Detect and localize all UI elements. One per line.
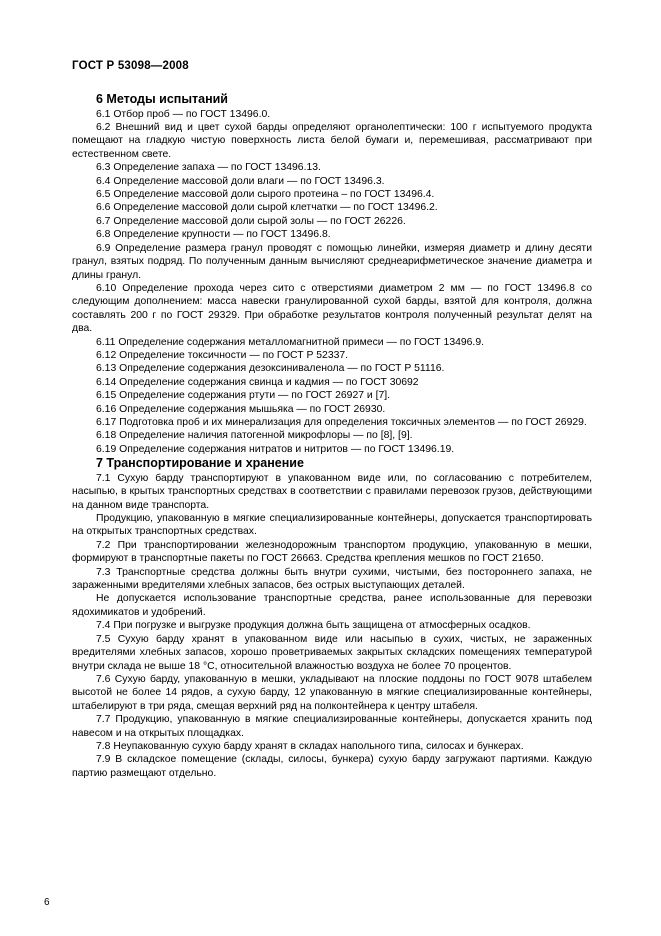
paragraph: 6.14 Определение содержания свинца и кадмия — по ГОСТ 30692 bbox=[96, 376, 419, 388]
paragraph: 6.12 Определение токсичности — по ГОСТ Р 52337. bbox=[96, 349, 349, 361]
paragraph: 6.11 Определение содержания металломагнитной примеси — по ГОСТ 13496.9. bbox=[96, 336, 484, 348]
section-heading-7: 7 Транспортирование и хранение bbox=[96, 456, 304, 471]
paragraph: 6.7 Определение массовой доли сырой золы — по ГОСТ 26226. bbox=[96, 215, 406, 227]
paragraph: Не допускается использование транспортные средства, ранее использованные для перевозки ядохимикатов и удобрений. bbox=[72, 593, 592, 618]
paragraph: 6.13 Определение содержания дезоксиниваленола — по ГОСТ Р 51116. bbox=[96, 363, 445, 375]
paragraph: 7.7 Продукцию, упакованную в мягкие специализированные контейнеры, допускается хранить под навесом и на открытых площадках. bbox=[72, 714, 592, 739]
paragraph: Продукцию, упакованную в мягкие специализированные контейнеры, допускается транспортировать на открытых транспортных средствах. bbox=[72, 513, 592, 538]
page-content bbox=[72, 92, 592, 780]
paragraph: 6.16 Определение содержания мышьяка — по ГОСТ 26930. bbox=[96, 403, 386, 415]
paragraph: 6.6 Определение массовой доли сырой клетчатки — по ГОСТ 13496.2. bbox=[96, 202, 438, 214]
page-number: 6 bbox=[44, 897, 50, 908]
paragraph: 7.9 В складское помещение (склады, силосы, бункера) сухую барду загружают партиями. Каждую партию размещают отдельно. bbox=[72, 754, 592, 779]
paragraph: 6.8 Определение крупности — по ГОСТ 13496.8. bbox=[96, 229, 331, 241]
page-header: ГОСТ Р 53098—2008 bbox=[72, 60, 189, 72]
paragraph: 6.2 Внешний вид и цвет сухой барды определяют органолептически: 100 г испытуемого продукта помещают на гладкую чистую поверхность листа белой бумаги и, перемешивая, рассматривают при естественном свете. bbox=[72, 122, 592, 160]
paragraph: 7.3 Транспортные средства должны быть внутри сухими, чистыми, без постороннего запаха, не зараженными вредителями хлебных запасов, без острых выступающих деталей. bbox=[72, 566, 592, 592]
paragraph: 7.6 Сухую барду, упакованную в мешки, укладывают на плоские поддоны по ГОСТ 9078 штабелем высотой не более 14 рядов, а сухую барду, 12 упакованную в мягкие специализированные контейнеры, штабелируют в три ряда, смещая верхний ряд на полконтейнера к центру штабеля. bbox=[72, 673, 592, 712]
paragraph: 6.17 Подготовка проб и их минерализация для определения токсичных элементов — по ГОСТ 26929. bbox=[96, 416, 587, 428]
paragraph: 6.19 Определение содержания нитратов и нитритов — по ГОСТ 13496.19. bbox=[96, 443, 455, 455]
paragraph: 6.5 Определение массовой доли сырого протеина – по ГОСТ 13496.4. bbox=[96, 189, 435, 201]
paragraph: 7.5 Сухую барду хранят в упакованном виде или насыпью в сухих, чистых, не зараженных вредителями хлебных запасов, хорошо проветриваемых закрытых складских помещениях температурой внутри склада не выше 18 °С, относительной влажностью воздуха не более 70 процентов. bbox=[72, 633, 592, 672]
paragraph: 6.10 Определение прохода через сито с отверстиями диаметром 2 мм — по ГОСТ 13496.8 со следующим дополнением: масса навески гранулированной сухой барды, взятой для контроля, должна составлять 200 г по ГОСТ 29329. При обработке результатов контроля полученный результат делят на два. bbox=[72, 282, 592, 335]
section-heading-6: 6 Методы испытаний bbox=[96, 92, 228, 106]
paragraph: 6.4 Определение массовой доли влаги — по ГОСТ 13496.3. bbox=[96, 175, 385, 187]
paragraph: 6.9 Определение размера гранул проводят с помощью линейки, измеряя диаметр и длину десяти гранул, взятых подряд. По полученным данным вычисляют среднеарифметическое значение диаметра и длины гранул. bbox=[72, 242, 592, 281]
paragraph: 6.15 Определение содержания ртути — по ГОСТ 26927 и [7]. bbox=[96, 390, 391, 402]
paragraph: 6.1 Отбор проб — по ГОСТ 13496.0. bbox=[96, 108, 271, 120]
paragraph: 7.2 При транспортировании железнодорожным транспортом продукцию, упакованную в мешки, формируют в транспортные пакеты по ГОСТ 26663. Средства крепления мешков по ГОСТ 21650. bbox=[72, 539, 592, 565]
paragraph: 6.3 Определение запаха — по ГОСТ 13496.13. bbox=[96, 162, 321, 174]
paragraph: 7.8 Неупакованную сухую барду хранят в складах напольного типа, силосах и бункерах. bbox=[96, 740, 524, 752]
paragraph: 6.18 Определение наличия патогенной микрофлоры — по [8], [9]. bbox=[96, 430, 413, 442]
paragraph: 7.4 При погрузке и выгрузке продукция должна быть защищена от атмосферных осадков. bbox=[96, 620, 531, 632]
paragraph: 7.1 Сухую барду транспортируют в упакованном виде или, по согласованию с потребителем, насыпью, в крытых транспортных средствах в соответствии с правилами перевозок грузов, действующими на данном виде транспорта. bbox=[72, 472, 592, 511]
